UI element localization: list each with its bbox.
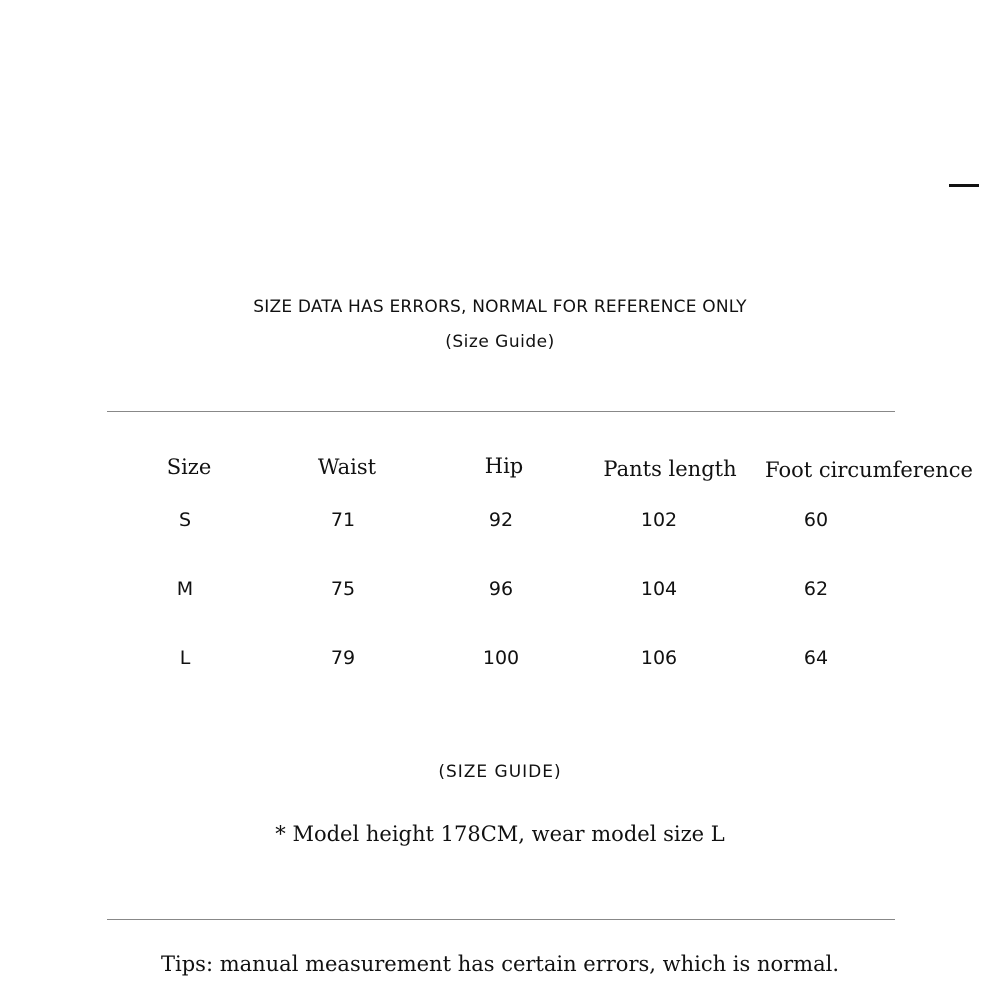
table-cell: 104	[640, 578, 678, 600]
table-cell: 64	[803, 647, 829, 669]
table-cell: 79	[330, 647, 356, 669]
column-header-pants-length: Pants length	[603, 457, 737, 481]
table-cell: 71	[330, 509, 356, 531]
model-note: * Model height 178CM, wear model size L	[275, 822, 725, 846]
table-cell: 96	[488, 578, 514, 600]
table-cell: L	[179, 647, 191, 669]
minus-icon	[949, 184, 979, 187]
column-header-foot-circumference: Foot circumference	[765, 458, 973, 482]
column-header-waist: Waist	[317, 455, 377, 479]
table-cell: 92	[488, 509, 514, 531]
table-cell: 75	[330, 578, 356, 600]
bottom-divider	[107, 919, 895, 920]
table-cell: 106	[640, 647, 678, 669]
measurement-tips: Tips: manual measurement has certain errors, which is normal.	[161, 952, 839, 976]
table-cell: 100	[482, 647, 520, 669]
size-disclaimer-title: SIZE DATA HAS ERRORS, NORMAL FOR REFERENCE ONLY	[253, 297, 747, 317]
table-cell: M	[176, 578, 194, 600]
size-guide-subtitle: (Size Guide)	[445, 332, 555, 352]
table-cell: S	[178, 509, 192, 531]
size-guide-label: (SIZE GUIDE)	[438, 762, 562, 782]
top-divider	[107, 411, 895, 412]
column-header-hip: Hip	[484, 454, 524, 478]
table-cell: 60	[803, 509, 829, 531]
table-cell: 62	[803, 578, 829, 600]
table-cell: 102	[640, 509, 678, 531]
column-header-size: Size	[166, 455, 212, 479]
